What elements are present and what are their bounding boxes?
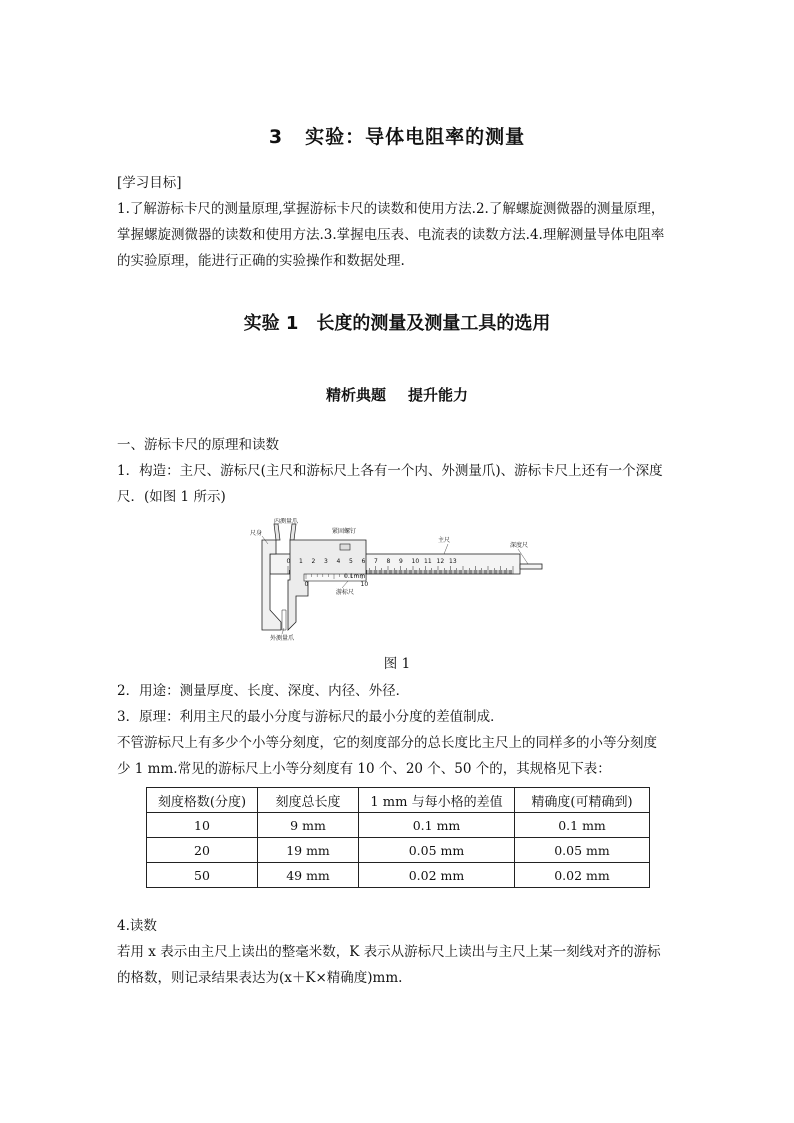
chapter-number: 3 [268, 126, 284, 148]
table-header-row [147, 788, 650, 813]
label-vernier: 游标尺 [336, 589, 355, 596]
item1-line-1: 1．构造：主尺、游标尺(主尺和游标尺上各有一个内、外测量爪)、游标卡尺上还有一个深度 [117, 463, 663, 479]
section-heading: 一、游标卡尺的原理和读数 [117, 437, 279, 453]
item2: 2．用途：测量厚度、长度、深度、内径、外径． [117, 683, 410, 699]
item3-detail-line-2: 少 1 mm.常见的游标尺上小等分刻度有 10 个、20 个、50 个的，其规格见下表： [117, 761, 611, 777]
chapter-title: 实验：导体电阻率的测量 [305, 126, 526, 148]
table-cell: 50 [147, 863, 258, 888]
table-row [147, 838, 650, 863]
main-scale-label: 8 [386, 558, 391, 565]
main-scale-label: 6 [361, 558, 366, 565]
label-depth: 深度尺 [510, 542, 529, 549]
table-cell: 0.05 mm [515, 838, 650, 863]
vernier-scale-label: 0 [304, 581, 309, 588]
main-scale-label: 4 [336, 558, 341, 565]
table-header-cell: 1 mm 与每小格的差值 [359, 788, 515, 813]
main-scale-label: 7 [374, 558, 378, 565]
vernier-spec-table [146, 787, 650, 888]
item3-detail-line-1: 不管游标尺上有多少个小等分刻度，它的刻度部分的总长度比主尺上的同样多的小等分刻度 [117, 735, 657, 751]
table-header-cell: 刻度总长度 [258, 788, 359, 813]
main-scale-label: 3 [324, 558, 328, 565]
main-scale-label: 10 [411, 558, 420, 565]
main-scale-label: 5 [349, 558, 353, 565]
objectives-label: [学习目标] [117, 175, 182, 191]
table-cell: 10 [147, 813, 258, 838]
label-inner-jaw: 内测量爪 [274, 518, 299, 525]
item4-line-1: 若用 x 表示由主尺上读出的整毫米数，K 表示从游标尺上读出与主尺上某一刻线对齐的游标 [117, 944, 661, 960]
table-cell: 19 mm [258, 838, 359, 863]
label-precision: 0.1mm [344, 573, 366, 580]
label-screw: 紧固螺钉 [332, 528, 357, 535]
table-cell: 0.02 mm [515, 863, 650, 888]
table-row [147, 863, 650, 888]
item4-line-2: 的格数，则记录结果表达为(x＋K×精确度)mm. [117, 970, 403, 986]
banner-left: 精析典题 [325, 386, 386, 404]
table-cell: 0.05 mm [359, 838, 515, 863]
main-scale-label: 9 [399, 558, 403, 565]
objectives-line-2: 掌握螺旋测微器的读数和使用方法.3.掌握电压表、电流表的读数方法.4.理解测量导体电阻率 [117, 227, 665, 243]
item4-heading: 4.读数 [117, 918, 157, 934]
table-cell: 0.1 mm [359, 813, 515, 838]
table-header-cell: 刻度格数(分度) [147, 788, 258, 813]
label-outer-jaw: 外测量爪 [270, 635, 295, 642]
experiment-title [0, 309, 794, 335]
experiment-number: 实验 1 [243, 313, 299, 334]
table-cell: 0.1 mm [515, 813, 650, 838]
main-scale-label: 0 [286, 558, 291, 565]
label-main-scale: 主尺 [438, 537, 451, 544]
label-body: 尺身 [250, 530, 263, 537]
banner-right: 提升能力 [408, 386, 469, 404]
table-header-cell: 精确度(可精确到) [515, 788, 650, 813]
table-cell: 0.02 mm [359, 863, 515, 888]
main-scale-label: 13 [449, 558, 457, 565]
table-cell: 20 [147, 838, 258, 863]
vernier-scale-label: 10 [360, 581, 369, 588]
vernier-caliper-figure [248, 518, 548, 646]
main-scale-label: 2 [311, 558, 316, 565]
section-banner [0, 384, 794, 405]
item1-line-2: 尺．(如图 1 所示) [117, 489, 226, 505]
page-title [0, 122, 794, 149]
table-cell: 9 mm [258, 813, 359, 838]
main-scale-label: 12 [436, 558, 445, 565]
figure-caption: 图 1 [383, 656, 411, 672]
table-row [147, 813, 650, 838]
experiment-name: 长度的测量及测量工具的选用 [316, 313, 551, 334]
objectives-line-3: 的实验原理，能进行正确的实验操作和数据处理. [117, 253, 405, 269]
table-cell: 49 mm [258, 863, 359, 888]
item3: 3．原理：利用主尺的最小分度与游标尺的最小分度的差值制成． [117, 709, 504, 725]
main-scale-label: 1 [299, 558, 303, 565]
objectives-line-1: 1.了解游标卡尺的测量原理,掌握游标卡尺的读数和使用方法.2.了解螺旋测微器的测量原理， [117, 201, 665, 217]
main-scale-label: 11 [424, 558, 432, 565]
